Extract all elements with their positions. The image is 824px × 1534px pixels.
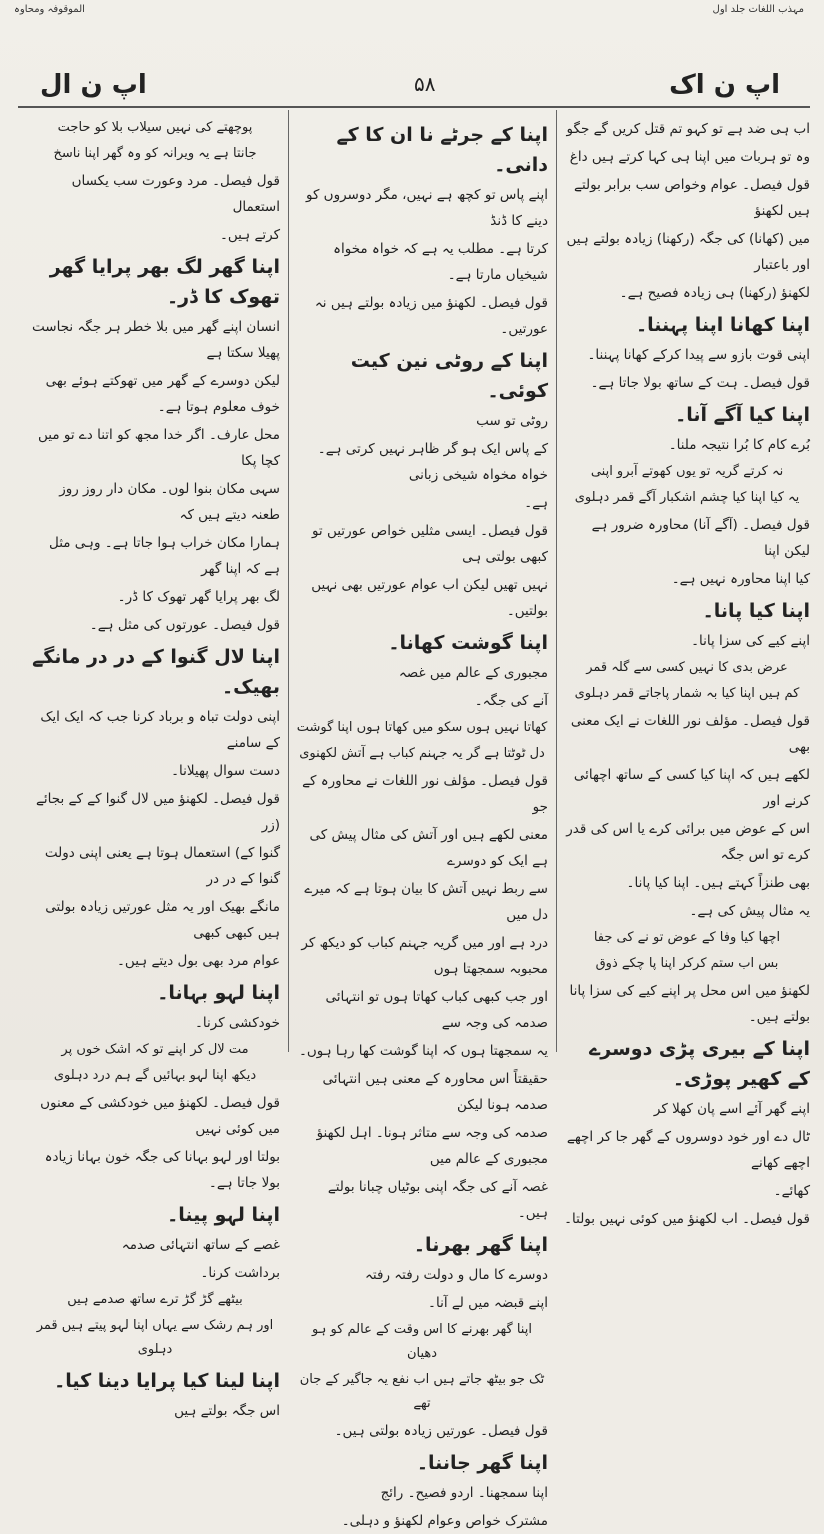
entry-text: ٹال دے اور خود دوسروں کے گھر جا کر اچھے اچھے کھانے xyxy=(566,1129,810,1171)
entry-text: اپنے گھر آئے اسے پان کھلا کر xyxy=(653,1101,810,1117)
entry-headword: اپنا کیا آگے آنا۔ xyxy=(675,404,810,426)
entry-text: اور جب کبھی کباب کھاتا ہوں تو انتہائی صدمہ کی وجہ سے xyxy=(325,989,548,1031)
entry-text: یہ مثال پیش کی ہے۔ xyxy=(689,903,810,919)
entry-text: بولتا اور لہو بہانا کی جگہ خون بہانا زیادہ بولا جاتا ہے۔ xyxy=(44,1149,280,1191)
entry-text: قول فیصل۔ لکھنؤ میں لال گنوا کے کے بجائے (زر xyxy=(35,791,280,833)
entry-text: خودکشی کرنا۔ xyxy=(194,1015,280,1031)
verse-line: اپنا گھر بھرنے کا اس وقت کے عالم کو ہو دھیان xyxy=(312,1322,532,1361)
entry-headword: اپنا گھر لگ بھر پرایا گھر تھوک کا ڈر۔ xyxy=(49,256,280,308)
verse-line: دیکھ اپنا لہو بہائیں گے ہم درد دہلوی xyxy=(53,1068,257,1083)
entry-text: کھائے۔ xyxy=(773,1183,810,1199)
entry-text: انسان اپنے گھر میں بلا خطر ہر جگہ نجاست پھیلا سکتا ہے xyxy=(32,319,280,361)
entry-headword: اپنا لہو پینا۔ xyxy=(167,1204,280,1226)
entry-text: سہی مکان بنوا لوں۔ مکان دار روز روز طعنہ دیتے ہیں کہ xyxy=(59,481,280,523)
verse-line: یہ کیا اپنا کیا چشم اشکبار آگے قمر دہلوی xyxy=(574,490,800,505)
entry-text: اپنی قوت بازو سے پیدا کرکے کھانا پہننا۔ xyxy=(587,347,810,363)
entry-headword: اپنا لال گنوا کے در در مانگے بھیک۔ xyxy=(32,646,280,698)
verse-line: کھاتا نہیں ہوں سکو میں کھاتا ہوں اپنا گوشت xyxy=(296,720,548,735)
entry-text: بھی طنزاً کہتے ہیں۔ اپنا کیا پانا۔ xyxy=(626,875,810,891)
entry-text: مشترک خواص وعوام لکھنؤ و دہلی۔ xyxy=(341,1513,548,1529)
header-right-title: اپ ن اک xyxy=(669,70,780,100)
verse-line: جانتا ہے یہ ویرانہ کو وہ گھر اپنا ناسخ xyxy=(53,146,257,161)
entry-text: اپنی دولت تباہ و برباد کرنا جب کہ ایک ایک کے سامنے xyxy=(40,709,280,751)
entry-text: لیکن دوسرے کے گھر میں تھوکتے ہوئے بھی خوف معلوم ہوتا ہے۔ xyxy=(45,373,280,415)
entry-text: گنوا کے) استعمال ہوتا ہے یعنی اپنی دولت گنوا کے در در xyxy=(44,845,280,887)
verse-line: بس اب ستم کرکر اپنا پا چکے ذوق xyxy=(595,956,779,971)
entry-text: صدمہ کی وجہ سے متاثر ہونا۔ اہل لکھنؤ مجبوری کے عالم میں xyxy=(316,1125,548,1167)
entry-text: غصے کے ساتھ انتہائی صدمہ xyxy=(121,1237,280,1253)
entry-headword: اپنا کے جرٹے نا ان کا کے دانی۔ xyxy=(336,124,548,176)
entry-text: غصہ آنے کی جگہ اپنی بوٹیاں چبانا بولتے ہیں۔ xyxy=(327,1179,548,1221)
entry-text: اپنے قبضہ میں لے آنا۔ xyxy=(428,1295,548,1311)
running-note-right: مہذب اللغات جلد اول xyxy=(712,4,804,15)
entry-text: یہ سمجھتا ہوں کہ اپنا گوشت کھا رہا ہوں۔ xyxy=(298,1043,548,1059)
entry-text: کے پاس ایک ہو گر ظاہر نہیں کرتی ہے۔ خواہ مخواہ شیخی زبانی xyxy=(317,441,548,483)
entry-text: قول فیصل۔ مرد وعورت سب یکساں استعمال xyxy=(71,173,280,215)
entry-headword: اپنا گھر جاننا۔ xyxy=(416,1452,548,1474)
entry-text: برداشت کرنا۔ xyxy=(200,1265,280,1281)
entry-text: قول فیصل۔ اب لکھنؤ میں کوئی نہیں بولتا۔ xyxy=(564,1211,810,1227)
entry-text: قول فیصل۔ عوام وخواص سب برابر بولتے ہیں لکھنؤ xyxy=(574,177,810,219)
verse-line: اچھا کیا وفا کے عوض تو نے کی جفا xyxy=(593,930,781,945)
column-divider xyxy=(556,110,557,1052)
page-number: ۵۸ xyxy=(414,72,436,96)
verse-line: مت لال کر اپنے تو کہ اشک خوں پر xyxy=(61,1042,249,1057)
entry-text: بُرے کام کا بُرا نتیجہ ملنا۔ xyxy=(668,437,810,453)
entry-headword: اپنا گوشت کھانا۔ xyxy=(388,632,548,654)
entry-text: دست سوال پھیلانا۔ xyxy=(171,763,280,779)
entry-text: کرتا ہے۔ مطلب یہ ہے کہ خواہ مخواہ شیخیاں مارتا ہے۔ xyxy=(333,241,548,283)
entry-text: اپنے کیے کی سزا پانا۔ xyxy=(691,633,810,649)
entry-text: درد ہے اور میں گریہ جہنم کباب کو دیکھ کر محبوبہ سمجھتا ہوں xyxy=(301,935,548,977)
verse-line: ٹک جو بیٹھ جاتے ہیں اب نفع یہ جاگیر کے جان تھے xyxy=(299,1372,545,1411)
entry-headword: اپنا کے بیری پڑی دوسرے کے کھیر پوڑی۔ xyxy=(589,1038,810,1090)
entry-headword: اپنا لینا کیا پرایا دینا کیا۔ xyxy=(54,1370,280,1392)
entry-text: اپنا سمجھنا۔ اردو فصیح۔ رائج xyxy=(380,1485,548,1501)
entry-headword: اپنا کے روٹی نین کیت کوئی۔ xyxy=(350,350,548,402)
entry-text: حقیقتاً اس محاورہ کے معنی ہیں انتہائی صدمہ ہونا لیکن xyxy=(322,1071,548,1113)
entry-text: لکھے ہیں کہ اپنا کیا کسی کے ساتھ اچھائی کرنے اور xyxy=(573,767,810,809)
column-right xyxy=(564,116,810,1227)
entry-text: کرتے ہیں۔ xyxy=(219,227,280,243)
running-note-left: الموقوفہ ومحاوہ xyxy=(14,4,85,15)
entry-text: اس کے عوض میں برائی کرے یا اس کی قدر کرے تو اس جگہ xyxy=(566,821,810,863)
verse-line: عرض بدی کا نہیں کسی سے گلہ قمر xyxy=(586,660,788,675)
entry-text: اب ہی ضد ہے تو کہو تم قتل کریں گے جگو xyxy=(566,121,810,137)
entry-text: ہمارا مکان خراب ہوا جاتا ہے۔ وہی مثل ہے کہ اپنا گھر xyxy=(48,535,280,577)
entry-text: مانگے بھیک اور یہ مثل عورتیں زیادہ بولتی ہیں کبھی کبھی xyxy=(45,899,280,941)
entry-text: عوام مرد بھی بول دیتے ہیں۔ xyxy=(117,953,280,969)
column-middle xyxy=(296,116,548,1529)
verse-line: نہ کرتے گریہ تو یوں کھوتے آبرو اپنی xyxy=(590,464,784,479)
column-left xyxy=(30,116,280,1419)
entry-text: قول فیصل۔ مؤلف نور اللغات نے محاورہ کے جو xyxy=(302,773,548,815)
entry-text: دوسرے کا مال و دولت رفتہ رفتہ xyxy=(365,1267,548,1283)
entry-headword: اپنا کیا پانا۔ xyxy=(702,600,810,622)
page-header xyxy=(18,66,810,108)
verse-line: پوچھتے کی نہیں سیلاب بلا کو حاجت xyxy=(57,120,253,135)
entry-text: آنے کی جگہ۔ xyxy=(474,693,548,709)
entry-text: قول فیصل۔ عورتیں زیادہ بولتی ہیں۔ xyxy=(334,1423,548,1439)
entry-text: قول فیصل۔ (آگے آنا) محاورہ ضرور ہے لیکن اپنا xyxy=(591,517,810,559)
entry-text: وہ تو ہربات میں اپنا ہی کہا کرتے ہیں داغ xyxy=(569,149,810,165)
entry-text: کیا اپنا محاورہ نہیں ہے۔ xyxy=(671,571,810,587)
entry-text: مجبوری کے عالم میں غصہ xyxy=(398,665,548,681)
entry-text: قول فیصل۔ ہت کے ساتھ بولا جاتا ہے۔ xyxy=(590,375,810,391)
entry-text: لگ بھر پرایا گھر تھوک کا ڈر۔ xyxy=(117,589,280,605)
header-left-title: اپ ن ال xyxy=(40,70,147,100)
entry-text: قول فیصل۔ عورتوں کی مثل ہے۔ xyxy=(89,617,280,633)
entry-text: قول فیصل۔ مؤلف نور اللغات نے ایک معنی بھی xyxy=(570,713,810,755)
column-divider xyxy=(288,110,289,1052)
verse-line: کم ہیں اپنا کیا بہ شمار پاجاتے قمر دہلوی xyxy=(574,686,800,701)
entry-text: اس جگہ بولتے ہیں xyxy=(174,1403,280,1419)
entry-text: ہے۔ xyxy=(524,495,548,511)
entry-headword: اپنا گھر بھرنا۔ xyxy=(413,1234,548,1256)
entry-text: نہیں تھیں لیکن اب عوام عورتیں بھی نہیں بولتیں۔ xyxy=(311,577,548,619)
entry-text: روٹی تو سب xyxy=(476,413,548,429)
entry-headword: اپنا لہو بہانا۔ xyxy=(157,982,280,1004)
entry-text: اپنے پاس تو کچھ ہے نہیں، مگر دوسروں کو دینے کا ڈنڈ xyxy=(305,187,548,229)
verse-line: بیٹھے گڑ گڑ ترے ساتھ صدمے ہیں xyxy=(67,1292,243,1307)
entry-text: سے ربط نہیں آتش کا بیان ہوتا ہے کہ میرے دل میں xyxy=(304,881,548,923)
entry-text: محل عارف۔ اگر خدا مجھ کو اتنا دے تو میں کچا پکا xyxy=(38,427,280,469)
verse-line: اور ہم رشک سے یہاں اپنا لہو پیتے ہیں قمر دہلوی xyxy=(36,1318,274,1357)
verse-line: دل ٹوٹتا ہے گر یہ جہنم کباب ہے آتش لکھنوی xyxy=(299,746,545,761)
entry-text: قول فیصل۔ لکھنؤ میں زیادہ بولتے ہیں نہ عورتیں۔ xyxy=(314,295,548,337)
entry-text: معنی لکھے ہیں اور آتش کی مثال پیش کی ہے ایک کو دوسرے xyxy=(309,827,548,869)
entry-text: لکھنؤ (رکھنا) ہی زیادہ فصیح ہے۔ xyxy=(619,285,810,301)
entry-headword: اپنا کھانا اپنا پہننا۔ xyxy=(636,314,810,336)
entry-text: لکھنؤ میں اس محل پر اپنے کیے کی سزا پانا بولتے ہیں۔ xyxy=(569,983,810,1025)
entry-text: قول فیصل۔ ایسی مثلیں خواص عورتیں تو کبھی بولتی ہی xyxy=(311,523,548,565)
entry-text: میں (کھانا) کی جگہ (رکھنا) زیادہ بولتے ہیں اور باعتبار xyxy=(566,231,810,273)
entry-text: قول فیصل۔ لکھنؤ میں خودکشی کے معنوں میں کوئی نہیں xyxy=(40,1095,280,1137)
